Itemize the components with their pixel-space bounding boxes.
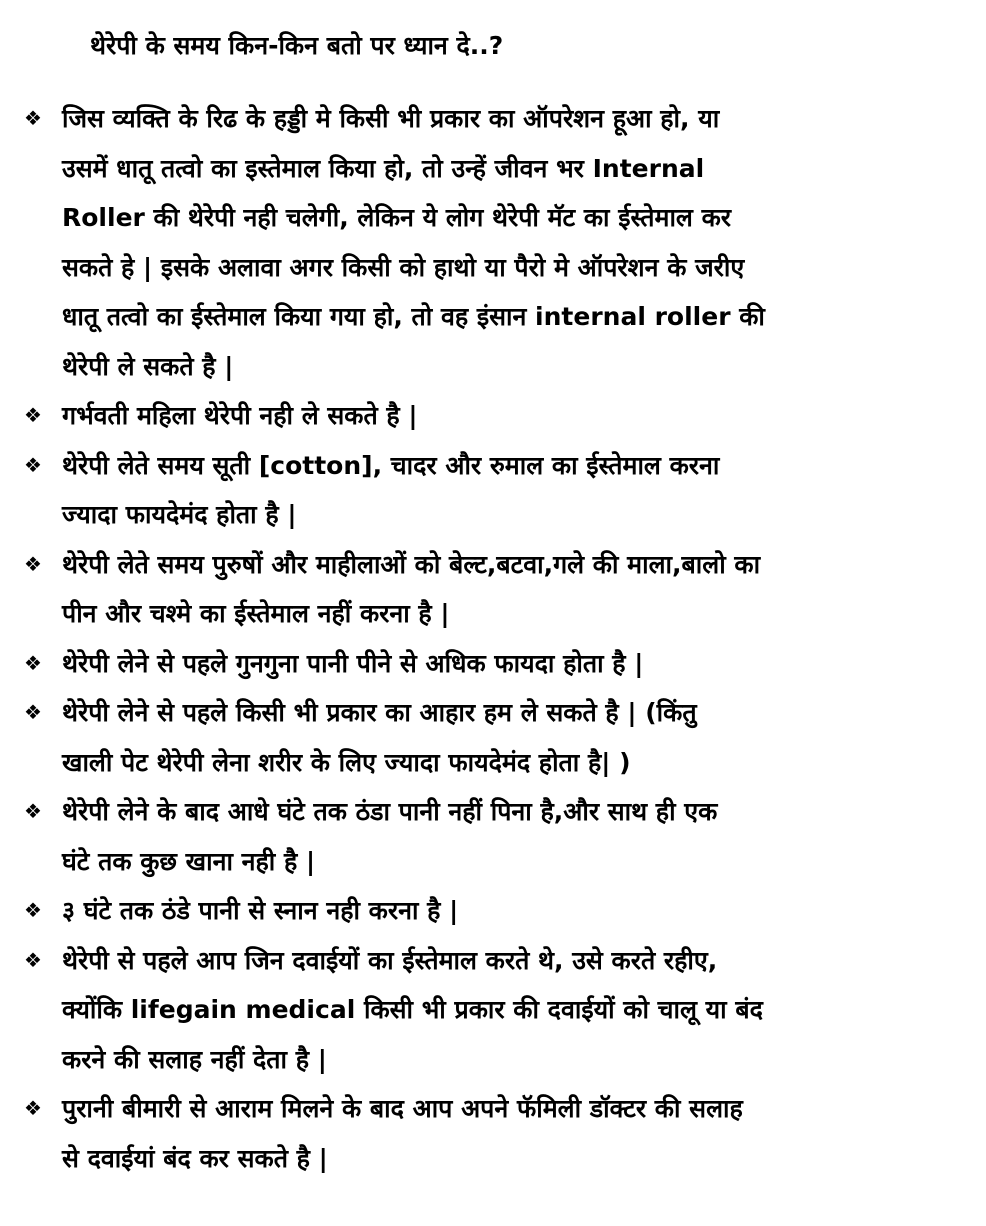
item-line: पुरानी बीमारी से आराम मिलने के बाद आप अपने फॅमिली डॉक्टर की सलाह (62, 1094, 743, 1123)
item-line: से दवाईयां बंद कर सकते है | (62, 1143, 328, 1173)
list-item (24, 886, 968, 936)
diamond-bullet-icon: ❖ (24, 1096, 42, 1120)
list-item (24, 787, 968, 886)
item-line: घंटे तक कुछ खाना नही है | (62, 846, 316, 876)
list-item (24, 441, 968, 540)
item-line: थेरेपी से पहले आप जिन दवाईयों का ईस्तेमाल करते थे, उसे करते रहीए, (62, 945, 718, 975)
diamond-bullet-icon: ❖ (24, 403, 42, 427)
list-item (24, 540, 968, 639)
item-line: ३ घंटे तक ठंडे पानी से स्नान नही करना है | (62, 896, 459, 925)
item-line: खाली पेट थेरेपी लेना शरीर के लिए ज्यादा फायदेमंद होता है| ) (62, 747, 631, 777)
list-item (24, 1084, 968, 1183)
item-line: करने की सलाह नहीं देता है | (62, 1044, 327, 1074)
item-line: जिस व्यक्ति के रिढ के हड्डी मे किसी भी प्रकार का ऑपरेशन हूआ हो, या (62, 104, 720, 133)
diamond-bullet-icon: ❖ (24, 650, 42, 675)
item-line: क्योंकि lifegain medical किसी भी प्रकार की दवाईयों को चालू या बंद (62, 995, 763, 1024)
item-line: गर्भवती महिला थेरेपी नही ले सकते है | (62, 401, 418, 430)
item-line: थेरेपी लेने के बाद आधे घंटे तक ठंडा पानी नहीं पिना है,और साथ ही एक (62, 797, 718, 826)
item-line: थेरेपी लेने से पहले किसी भी प्रकार का आहार हम ले सकते है | (किंतु (62, 698, 697, 727)
diamond-bullet-icon: ❖ (24, 799, 42, 823)
instruction-list (24, 94, 968, 1183)
list-item (24, 639, 968, 689)
list-item (24, 94, 968, 391)
diamond-bullet-icon: ❖ (24, 106, 42, 130)
item-line: थेरेपी लेने से पहले गुनगुना पानी पीने से अधिक फायदा होता है | (62, 648, 644, 678)
diamond-bullet-icon: ❖ (24, 898, 42, 922)
item-line: पीन और चश्मे का ईस्तेमाल नहीं करना है | (62, 599, 450, 628)
item-line: धातू तत्वो का ईस्तेमाल किया गया हो, तो वह इंसान internal roller की (62, 302, 765, 331)
item-line: उसमें धातू तत्वो का इस्तेमाल किया हो, तो उन्हें जीवन भर Internal (62, 153, 705, 183)
list-item (24, 688, 968, 787)
diamond-bullet-icon: ❖ (24, 700, 42, 724)
item-line: ज्यादा फायदेमंद होता है | (62, 500, 297, 529)
item-line: सकते हे | इसके अलावा अगर किसी को हाथो या पैरो मे ऑपरेशन के जरीए (62, 252, 745, 282)
item-line: थेरेपी ले सकते है | (62, 351, 234, 381)
document-title: थेरेपी के समय किन-किन बतो पर ध्यान दे..? (90, 31, 504, 60)
item-line: थेरेपी लेते समय सूती [cotton], चादर और रुमाल का ईस्तेमाल करना (62, 450, 720, 480)
item-line: Roller की थेरेपी नही चलेगी, लेकिन ये लोग थेरेपी मॅट का ईस्तेमाल कर (62, 203, 731, 232)
item-line: थेरेपी लेते समय पुरुषों और माहीलाओं को बेल्ट,बटवा,गले की माला,बालो का (62, 549, 761, 579)
diamond-bullet-icon: ❖ (24, 947, 42, 972)
diamond-bullet-icon: ❖ (24, 551, 42, 576)
list-item (24, 391, 968, 441)
list-item (24, 936, 968, 1085)
diamond-bullet-icon: ❖ (24, 452, 42, 477)
